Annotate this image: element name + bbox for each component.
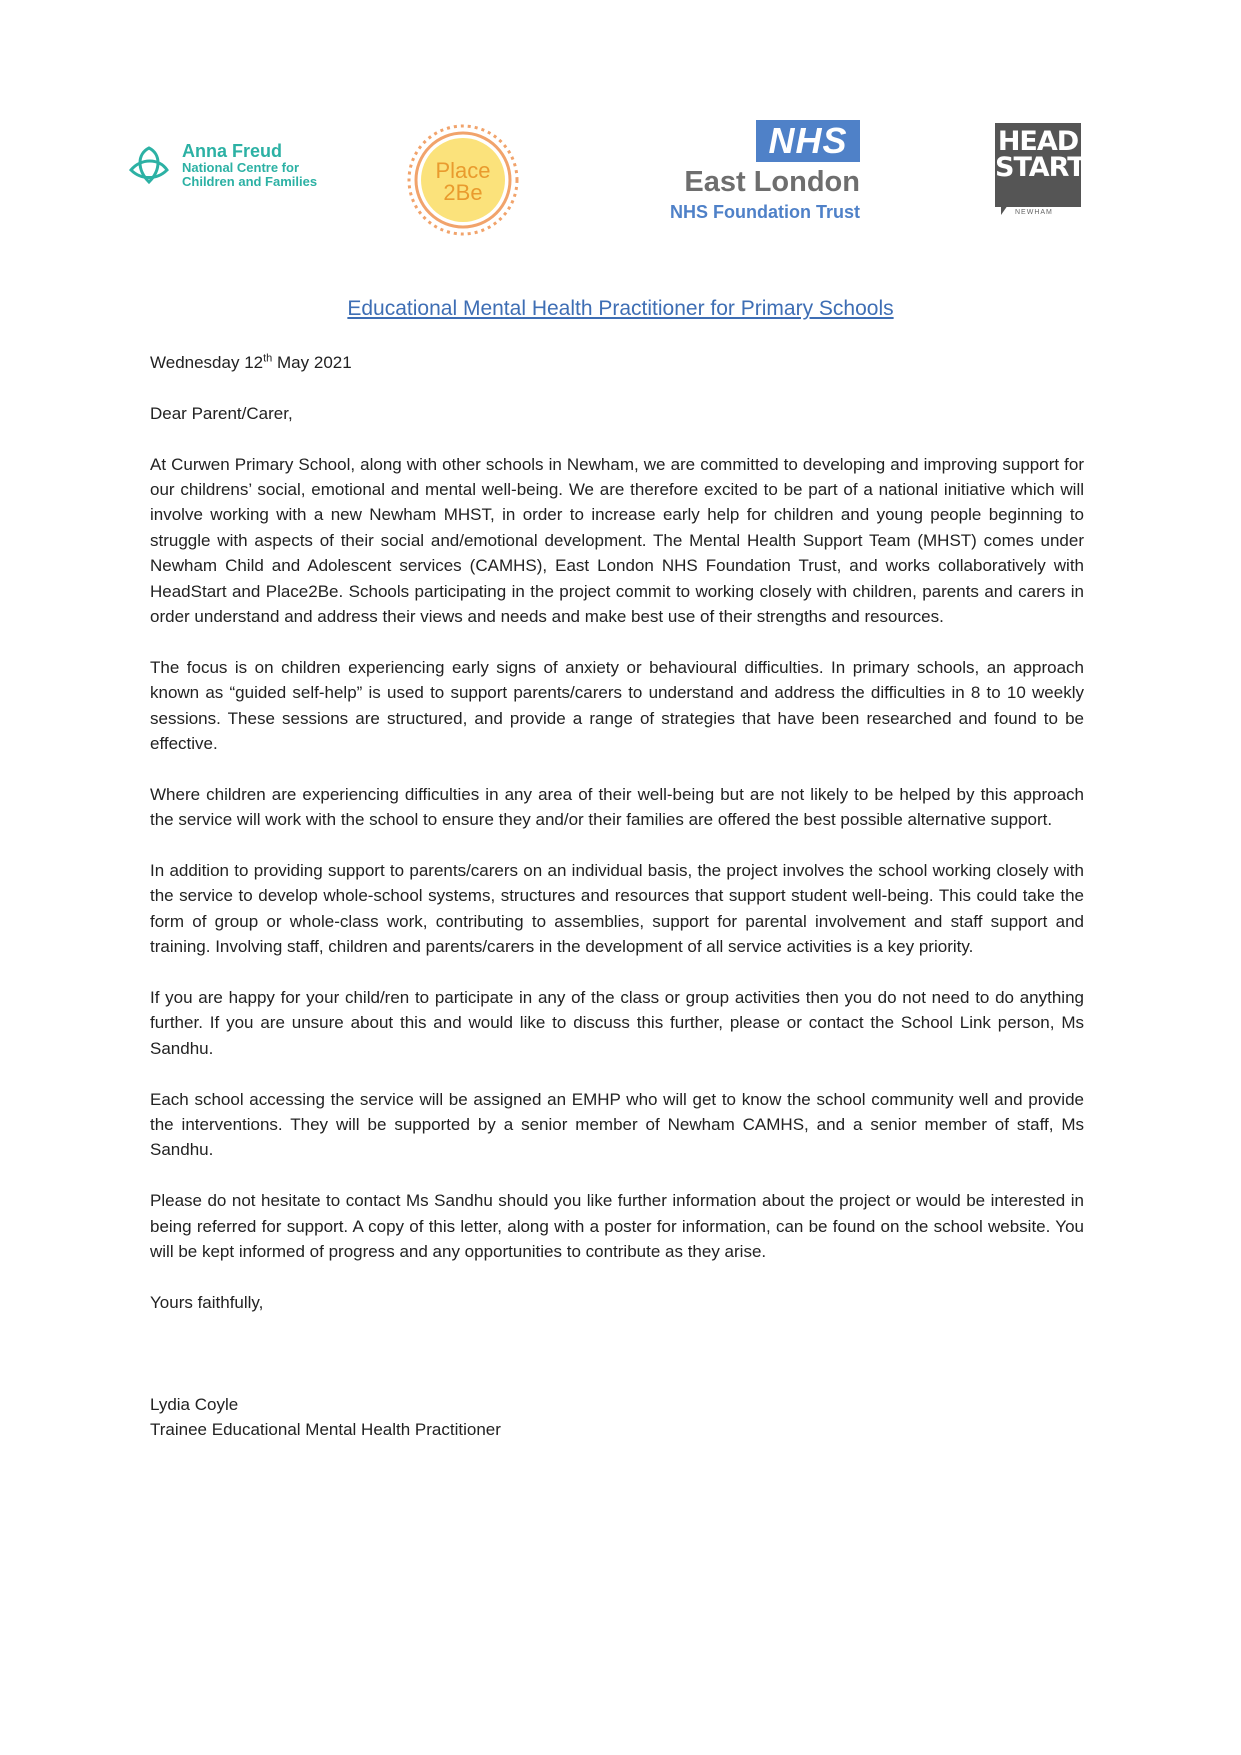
anna-freud-logo [127, 138, 327, 198]
signatory-name: Lydia Coyle [150, 1394, 239, 1414]
letter-title: Educational Mental Health Practitioner for Primary Schools [347, 297, 894, 320]
paragraph-intro: At Curwen Primary School, along with other schools in Newham, we are committed to developing and improving support for our childrens’ social, emotional and mental well-being. We are therefore excited to be part of a national initiative which will involve working with a new Newham MHST, in order to increase early help for children and young people beginning to struggle with aspects of their social and/emotional development. The Mental Health Support Team (MHST) comes under Newham Child and Adolescent services (CAMHS), East London NHS Foundation Trust, and works collaboratively with HeadStart and Place2Be. Schools participating in the project commit to working closely with children, parents and carers in order understand and address their views and needs and make best use of their strengths and resources. [150, 454, 1084, 627]
paragraph-focus: The focus is on children experiencing early signs of anxiety or behavioural difficulties. In primary schools, an approach known as “guided self-help” is used to support parents/carers to understand and address the difficulties in 8 to 10 weekly sessions. These sessions are structured, and provide a range of strategies that have been researched and found to be effective. [150, 657, 1084, 754]
place2be-logo [405, 122, 521, 238]
place2be-line1: Place [435, 158, 491, 183]
speech-tail-icon [1001, 205, 1008, 215]
place2be-line2: 2Be [443, 180, 483, 205]
anna-freud-line1: National Centre for [182, 159, 300, 175]
paragraph-alternative-support: Where children are experiencing difficulties in any area of their well-being but are not likely to be helped by this approach the service will work with the school to ensure they and/or their families are offered the best possible alternative support. [150, 784, 1084, 830]
salutation: Dear Parent/Carer, [150, 403, 293, 423]
signature-space [150, 1341, 1084, 1392]
letter-body [150, 350, 1084, 1443]
anna-freud-line2: Children and Families [182, 173, 318, 189]
signatory-title: Trainee Educational Mental Health Practitioner [150, 1420, 501, 1440]
paragraph-whole-school: In addition to providing support to parents/carers on an individual basis, the project involves the school working closely with the service to develop whole-school systems, structures and resources that support student well-being. This could take the form of group or whole-class work, contributing to assemblies, support for parental involvement and staff support and training. Involving staff, children and parents/carers in the development of all service activities is a key priority. [150, 861, 1084, 957]
headstart-sub: NEWHAM [1015, 209, 1053, 216]
nhs-trust: NHS Foundation Trust [670, 202, 860, 222]
anna-freud-name: Anna Freud [182, 141, 283, 161]
date-ordinal: th [263, 352, 273, 365]
letter-date [150, 350, 1084, 375]
signature-block [150, 1392, 1084, 1443]
headstart-logo [995, 123, 1085, 219]
headstart-line1: HEAD [997, 126, 1079, 157]
nhs-badge: NHS [756, 120, 860, 162]
anna-freud-knot-icon [127, 144, 171, 186]
headstart-line2: START [995, 152, 1085, 184]
nhs-region: East London [684, 166, 860, 198]
date-day: Wednesday 12 [150, 353, 264, 372]
paragraph-participation: If you are happy for your child/ren to participate in any of the class or group activities then you do not need to do anything further. If you are unsure about this and would like to discuss this further, please or contact the School Link person, Ms Sandhu. [150, 988, 1084, 1058]
date-month-year: May 2021 [272, 353, 352, 372]
paragraph-emhp: Each school accessing the service will be assigned an EMHP who will get to know the school community well and provide the interventions. They will be supported by a senior member of Newham CAMHS, and a senior member of staff, Ms Sandhu. [150, 1089, 1084, 1160]
nhs-east-london-logo [640, 120, 860, 230]
paragraph-contact: Please do not hesitate to contact Ms Sandhu should you like further information about the project or would be interested in being referred for support. A copy of this letter, along with a poster for information, can be found on the school website. You will be kept informed of progress and any opportunities to contribute as they arise. [150, 1191, 1084, 1262]
closing: Yours faithfully, [150, 1292, 264, 1312]
